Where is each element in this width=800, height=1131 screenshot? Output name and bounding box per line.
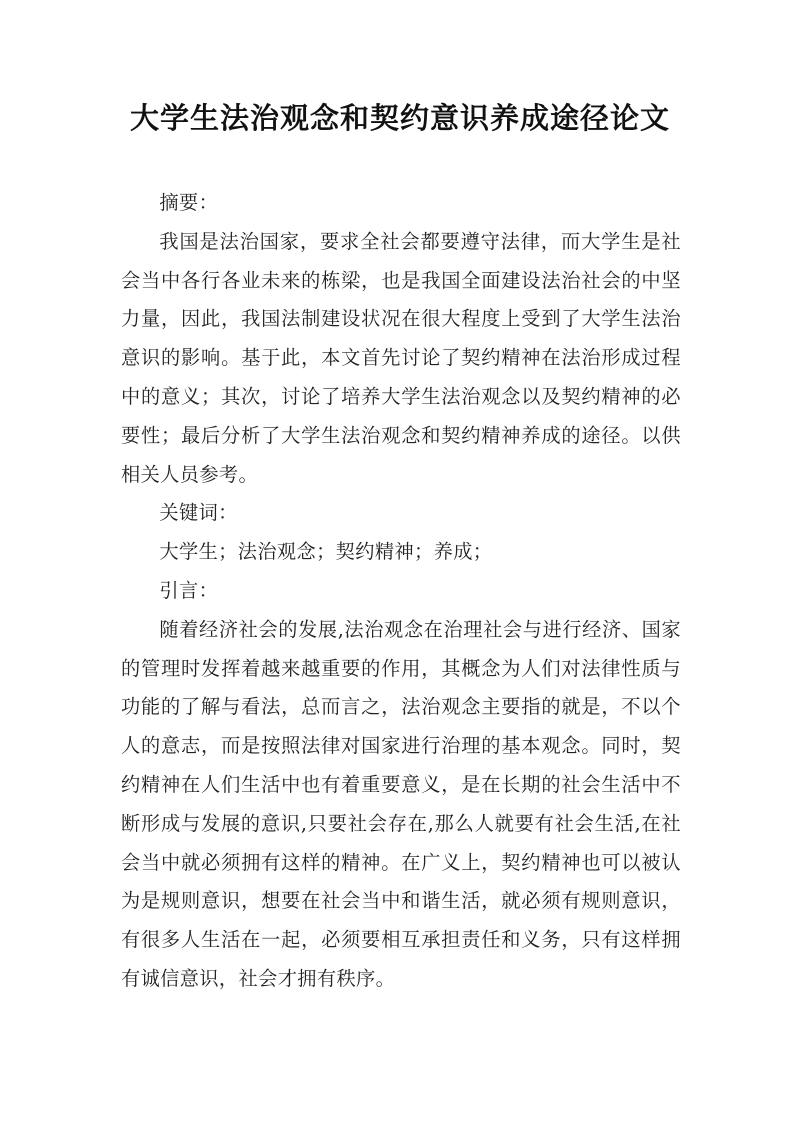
document-body bbox=[121, 184, 681, 999]
introduction-paragraph: 随着经济社会的发展,法治观念在治理社会与进行经济、国家的管理时发挥着越来越重要的作用，其概念为人们对法律性质与功能的了解与看法，总而言之，法治观念主要指的就是，不以个人的意志，而是按照法律对国家进行治理的基本观念。同时，契约精神在人们生活中也有着重要意义，是在长期的社会生活中不断形成与发展的意识,只要社会存在,那么人就要有社会生活,在社会当中就必须拥有这样的精神。在广义上，契约精神也可以被认为是规则意识，想要在社会当中和谐生活，就必须有规则意识，有很多人生活在一起，必须要相互承担责任和义务，只有这样拥有诚信意识，社会才拥有秩序。 bbox=[121, 617, 681, 990]
abstract-label: 摘要： bbox=[159, 191, 219, 214]
introduction-label: 引言： bbox=[159, 578, 219, 602]
abstract-paragraph: 我国是法治国家，要求全社会都要遵守法律，而大学生是社会当中各行各业未来的栋梁，也是我国全面建设法治社会的中坚力量，因此，我国法制建设状况在很大程度上受到了大学生法治意识的影响。基于此，本文首先讨论了契约精神在法治形成过程中的意义；其次，讨论了培养大学生法治观念以及契约精神的必要性；最后分析了大学生法治观念和契约精神养成的途径。以供相关人员参考。 bbox=[121, 229, 681, 486]
document-title: 大学生法治观念和契约意识养成途径论文 bbox=[129, 101, 670, 135]
keywords-list: 大学生；法治观念；契约精神；养成； bbox=[159, 540, 493, 564]
keywords-label: 关键词： bbox=[159, 501, 238, 525]
